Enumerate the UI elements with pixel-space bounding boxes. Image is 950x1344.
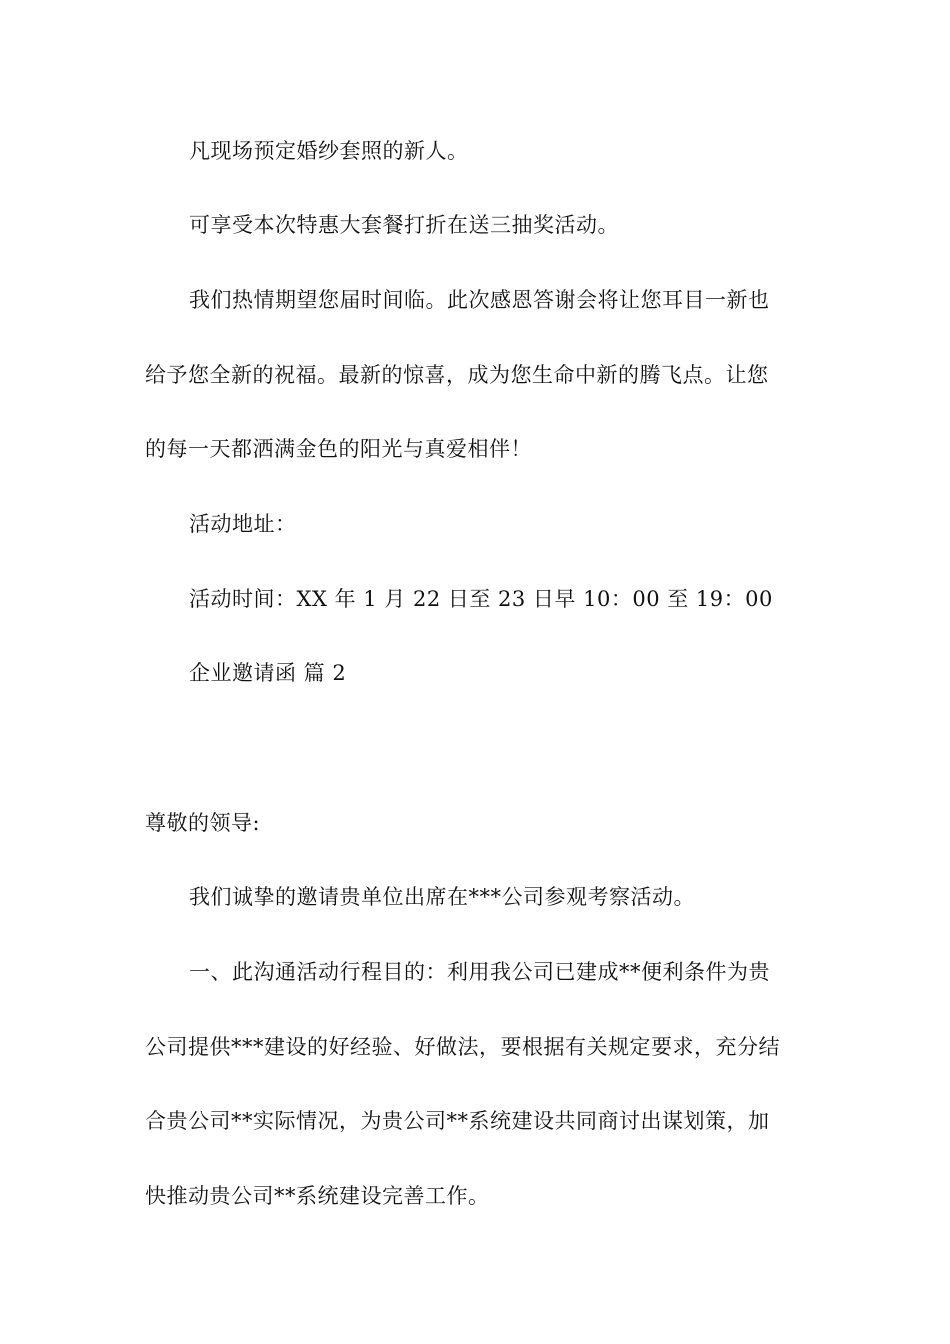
salutation: 尊敬的领导: (145, 811, 261, 835)
section-heading: 企业邀请函 篇 2 (189, 661, 347, 685)
paragraph-line: 合贵公司**实际情况，为贵公司**系统建设共同商讨出谋划策，加 (145, 1109, 770, 1133)
paragraph-line: 快推动贵公司**系统建设完善工作。 (145, 1184, 490, 1208)
paragraph-line: 我们热情期望您届时间临。此次感恩答谢会将让您耳目一新也 (189, 288, 770, 312)
paragraph-line: 活动地址： (189, 512, 297, 536)
paragraph-line: 给予您全新的祝福。最新的惊喜，成为您生命中新的腾飞点。让您 (145, 363, 769, 387)
paragraph-line: 的每一天都洒满金色的阳光与真爱相伴！ (145, 437, 532, 461)
paragraph-line: 可享受本次特惠大套餐打折在送三抽奖活动。 (189, 213, 619, 237)
paragraph-line: 我们诚挚的邀请贵单位出席在***公司参观考察活动。 (189, 885, 695, 909)
paragraph-line: 公司提供***建设的好经验、好做法，要根据有关规定要求，充分结 (145, 1035, 780, 1059)
paragraph-line: 一、此沟通活动行程目的：利用我公司已建成**便利条件为贵 (189, 960, 770, 984)
paragraph-line: 凡现场预定婚纱套照的新人。 (189, 139, 469, 163)
paragraph-line: 活动时间：XX 年 1 月 22 日至 23 日早 10：00 至 19：00 (189, 587, 773, 611)
